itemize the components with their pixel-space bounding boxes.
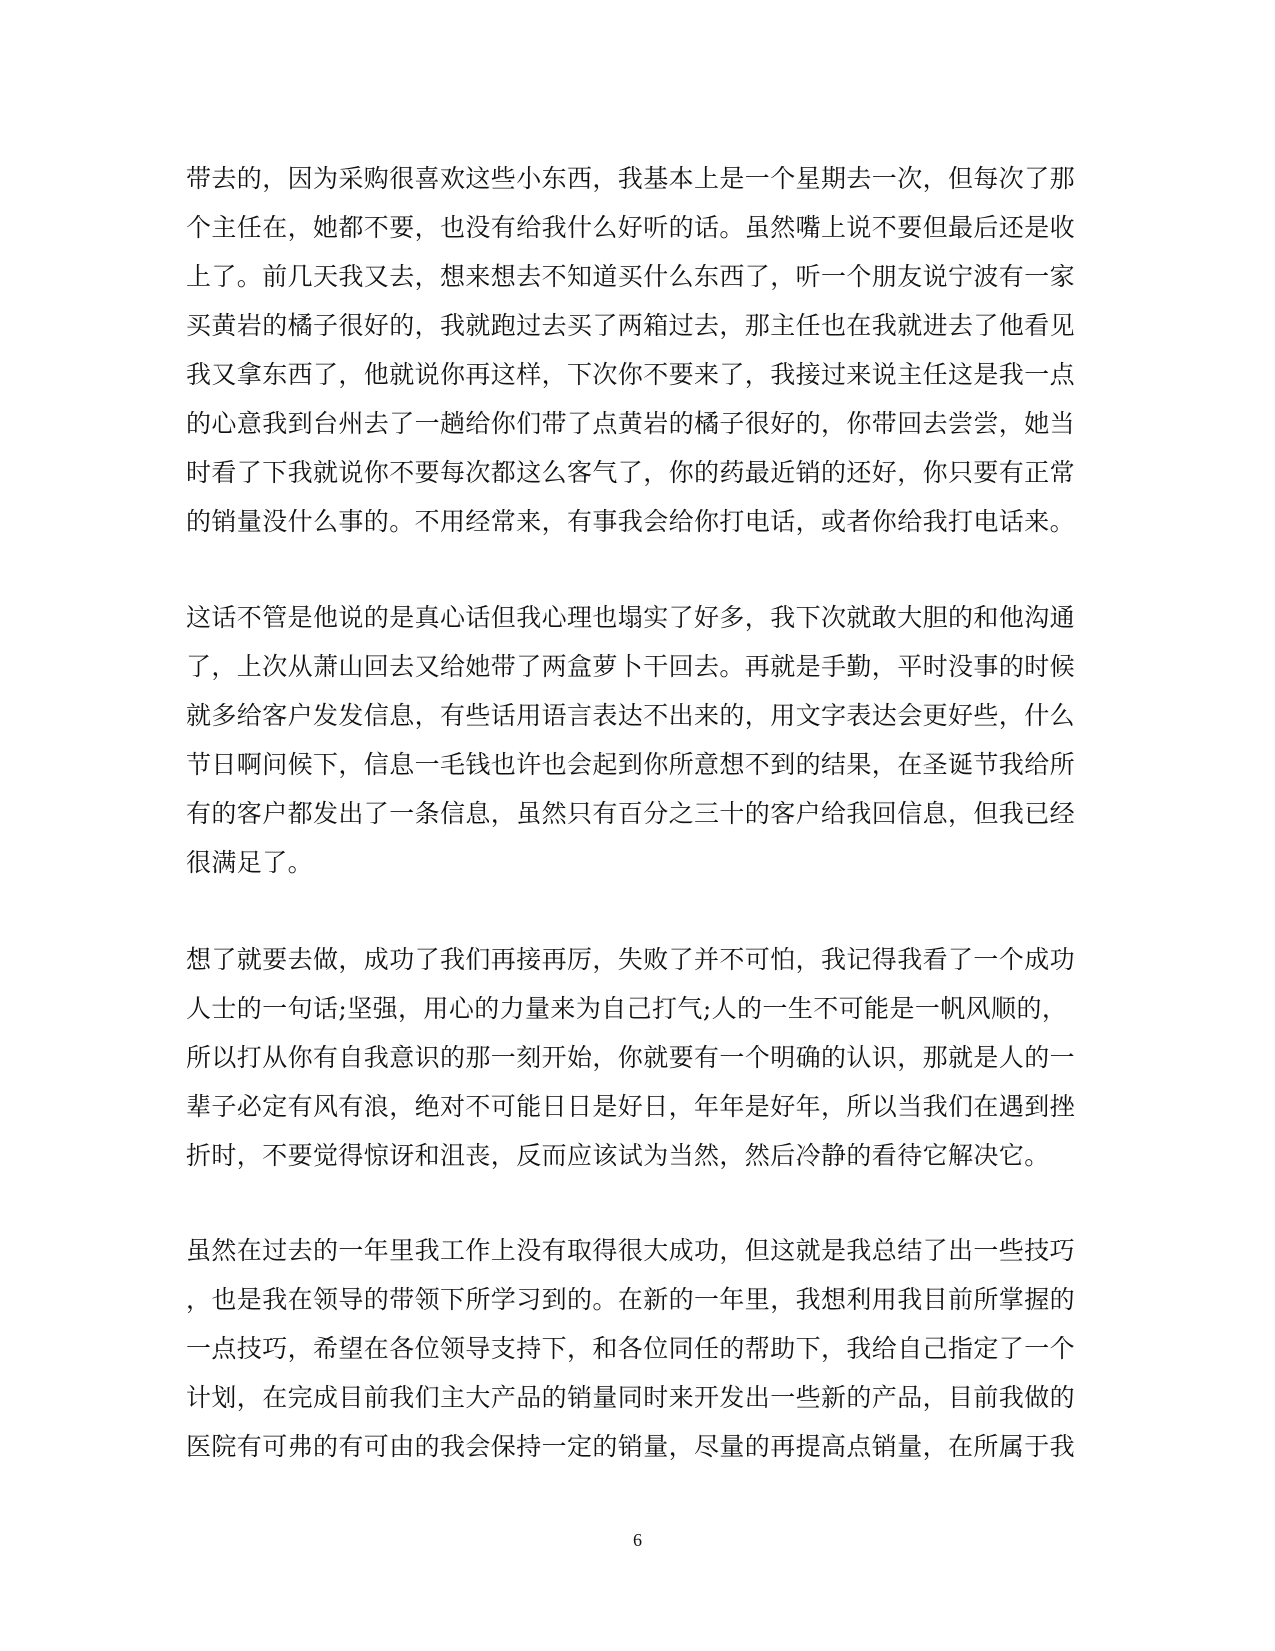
text-line: 所以打从你有自我意识的那一刻开始，你就要有一个明确的认识，那就是人的一 (186, 1043, 1076, 1072)
text-line: 就多给客户发发信息，有些话用语言表达不出来的，用文字表达会更好些，什么 (186, 701, 1076, 730)
text-line: 带去的，因为采购很喜欢这些小东西，我基本上是一个星期去一次，但每次了那 (186, 164, 1076, 193)
paragraph-3 (186, 935, 1076, 1180)
text-line: 计划，在完成目前我们主大产品的销量同时来开发出一些新的产品，目前我做的 (186, 1383, 1076, 1412)
text-line: 虽然在过去的一年里我工作上没有取得很大成功，但这就是我总结了出一些技巧 (186, 1236, 1076, 1265)
paragraph-2 (186, 593, 1076, 887)
paragraph-4 (186, 1226, 1076, 1471)
text-line: 上了。前几天我又去，想来想去不知道买什么东西了，听一个朋友说宁波有一家 (186, 262, 1076, 291)
text-line: 了，上次从萧山回去又给她带了两盒萝卜干回去。再就是手勤，平时没事的时候 (186, 652, 1076, 681)
text-line: 一点技巧，希望在各位领导支持下，和各位同任的帮助下，我给自己指定了一个 (186, 1334, 1076, 1363)
text-line: 人士的一句话;坚强，用心的力量来为自己打气;人的一生不可能是一帆风顺的， (186, 994, 1068, 1023)
text-line: 折时，不要觉得惊讶和沮丧，反而应该试为当然，然后冷静的看待它解决它。 (186, 1141, 1050, 1170)
text-line: 辈子必定有风有浪，绝对不可能日日是好日，年年是好年，所以当我们在遇到挫 (186, 1092, 1076, 1121)
text-line: 很满足了。 (186, 848, 314, 877)
page-number: 6 (633, 1530, 642, 1550)
text-line: 想了就要去做，成功了我们再接再厉，失败了并不可怕，我记得我看了一个成功 (186, 945, 1076, 974)
text-line: 我又拿东西了，他就说你再这样，下次你不要来了，我接过来说主任这是我一点 (186, 360, 1076, 389)
text-line: 医院有可弗的有可由的我会保持一定的销量，尽量的再提高点销量，在所属于我 (186, 1432, 1076, 1461)
text-line: 有的客户都发出了一条信息，虽然只有百分之三十的客户给我回信息，但我已经 (186, 799, 1076, 828)
text-line: 的心意我到台州去了一趟给你们带了点黄岩的橘子很好的，你带回去尝尝，她当 (186, 409, 1076, 438)
text-line: 个主任在，她都不要，也没有给我什么好听的话。虽然嘴上说不要但最后还是收 (186, 213, 1076, 242)
paragraph-1 (186, 154, 1076, 546)
text-line: 时看了下我就说你不要每次都这么客气了，你的药最近销的还好，你只要有正常 (186, 458, 1076, 487)
text-line: 节日啊问候下，信息一毛钱也许也会起到你所意想不到的结果，在圣诞节我给所 (186, 750, 1076, 779)
text-line: 这话不管是他说的是真心话但我心理也塌实了好多，我下次就敢大胆的和他沟通 (186, 603, 1076, 632)
text-line: ，也是我在领导的带领下所学习到的。在新的一年里，我想利用我目前所掌握的 (186, 1285, 1076, 1314)
text-line: 的销量没什么事的。不用经常来，有事我会给你打电话，或者你给我打电话来。 (186, 507, 1076, 536)
text-line: 买黄岩的橘子很好的，我就跑过去买了两箱过去，那主任也在我就进去了他看见 (186, 311, 1076, 340)
